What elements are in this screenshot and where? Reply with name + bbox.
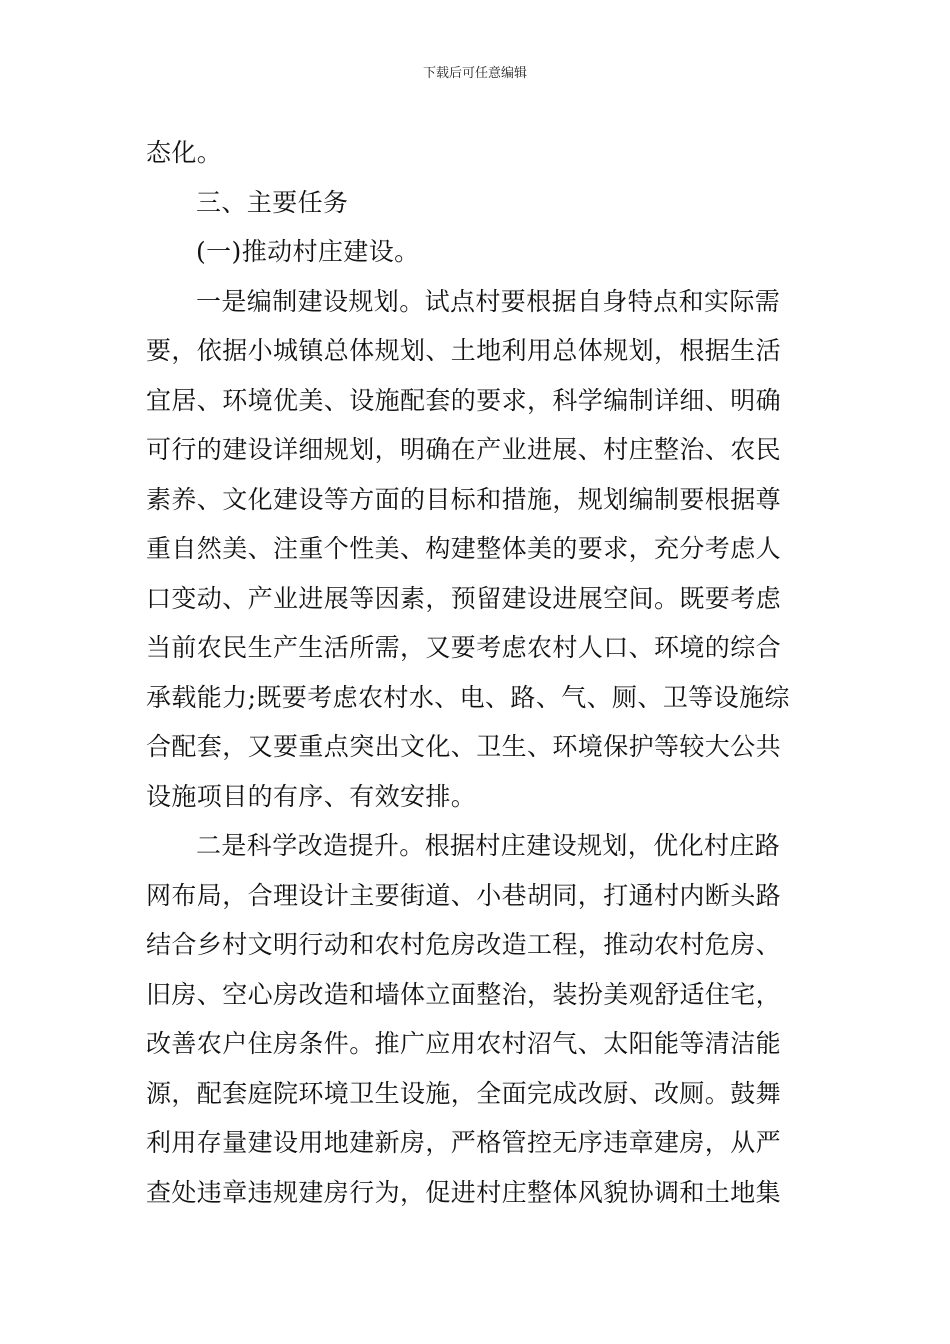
- text-line: 态化。: [146, 138, 223, 167]
- paragraph-start: 一是编制建设规划。试点村要根据自身特点和实际需: [196, 286, 781, 316]
- text-line: 旧房、空心房改造和墙体立面整治，装扮美观舒适住宅，: [146, 979, 782, 1009]
- text-line: 结合乡村文明行动和农村危房改造工程，推动农村危房、: [146, 930, 782, 959]
- text-line: 改善农户住房条件。推广应用农村沼气、太阳能等清洁能: [146, 1029, 782, 1058]
- text-line: 源，配套庭院环境卫生设施，全面完成改厨、改厕。鼓舞: [146, 1078, 782, 1108]
- text-line: 当前农民生产生活所需，又要考虑农村人口、环境的综合: [146, 633, 782, 662]
- text-line: 网布局，合理设计主要街道、小巷胡同，打通村内断头路: [146, 880, 782, 910]
- subsection-heading: (一)推动村庄建设。: [196, 237, 420, 266]
- text-line: 承载能力;既要考虑农村水、电、路、气、厕、卫等设施综: [146, 682, 790, 712]
- text-line: 设施项目的有序、有效安排。: [146, 781, 477, 811]
- text-line: 查处违章违规建房行为，促进村庄整体风貌协调和土地集: [146, 1177, 782, 1207]
- text-line: 素养、文化建设等方面的目标和措施，规划编制要根据尊: [146, 484, 782, 514]
- text-line: 宜居、环境优美、设施配套的要求，科学编制详细、明确: [146, 385, 782, 415]
- text-line: 可行的建设详细规划，明确在产业进展、村庄整治、农民: [146, 435, 782, 464]
- document-body: [146, 128, 814, 1217]
- page-header: 下载后可任意编辑: [422, 66, 527, 81]
- text-line: 要，依据小城镇总体规划、土地利用总体规划，根据生活: [146, 336, 782, 365]
- text-line: 口变动、产业进展等因素，预留建设进展空间。既要考虑: [146, 583, 782, 613]
- section-heading: 三、主要任务: [196, 187, 349, 217]
- text-line: 合配套，又要重点突出文化、卫生、环境保护等较大公共: [146, 732, 782, 761]
- paragraph-start: 二是科学改造提升。根据村庄建设规划，优化村庄路: [196, 831, 781, 860]
- text-line: 利用存量建设用地建新房，严格管控无序违章建房，从严: [146, 1128, 782, 1157]
- text-line: 重自然美、注重个性美、构建整体美的要求，充分考虑人: [146, 534, 782, 563]
